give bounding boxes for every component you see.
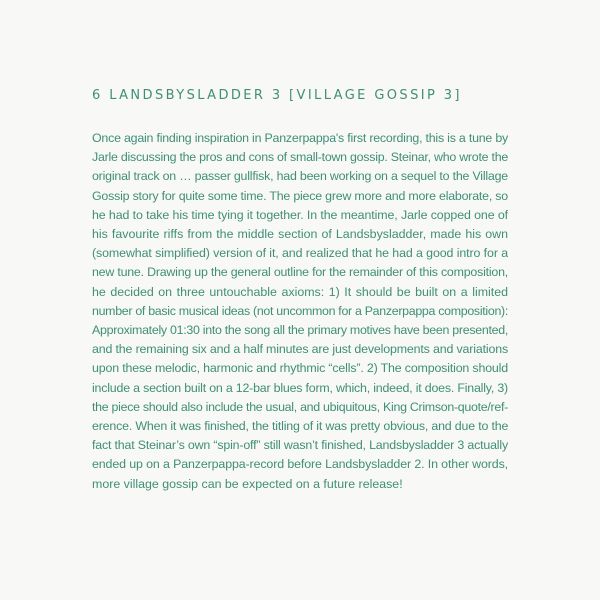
- text-line: (somewhat simplified) version of it, and realized that he had a good intro for a: [92, 246, 508, 261]
- text-line: erence. When it was finished, the titling of it was pretty obvious, and due to the: [92, 419, 508, 434]
- text-line: fact that Steinar’s own “spin-off” still wasn’t finished, Landsbysladder 3 actually: [92, 438, 508, 453]
- text-line: upon these melodic, harmonic and rhythmic “cells”. 2) The composition should: [92, 361, 508, 376]
- text-line: number of basic musical ideas (not uncommon for a Panzerpappa composition):: [92, 303, 508, 318]
- liner-notes-text: [92, 129, 508, 494]
- text-line: Once again finding inspiration in Panzerpappa's first recording, this is a tune by: [92, 131, 508, 145]
- text-line: Approximately 01:30 into the song all the primary motives have been presented,: [92, 323, 508, 338]
- track-heading: 6 LANDSBYSLADDER 3 [VILLAGE GOSSIP 3]: [92, 88, 462, 103]
- text-line: original track on … passer gullfisk, had been working on a sequel to the Village: [92, 169, 508, 184]
- text-line: more village gossip can be expected on a future release!: [92, 476, 403, 491]
- text-line: he decided on three untouchable axioms: 1) It should be built on a limited: [92, 284, 508, 299]
- text-line: the piece should also include the usual, and ubiquitous, King Crimson-quote/ref-: [92, 399, 508, 414]
- text-line: ended up on a Panzerpappa-record before Landsbysladder 2. In other words,: [92, 457, 508, 472]
- text-line: his favourite riffs from the middle section of Landsbysladder, made his own: [92, 227, 508, 242]
- text-line: Jarle discussing the pros and cons of small-town gossip. Steinar, who wrote the: [92, 150, 508, 165]
- text-line: include a section built on a 12-bar blues form, which, indeed, it does. Finally, 3): [92, 380, 508, 395]
- text-line: he had to take his time tying it together. In the meantime, Jarle copped one of: [92, 207, 508, 222]
- text-line: new tune. Drawing up the general outline for the remainder of this composition,: [92, 265, 508, 280]
- text-line: Gossip story for quite some time. The piece grew more and more elaborate, so: [92, 188, 508, 203]
- text-line: and the remaining six and a half minutes are just developments and variations: [92, 342, 508, 357]
